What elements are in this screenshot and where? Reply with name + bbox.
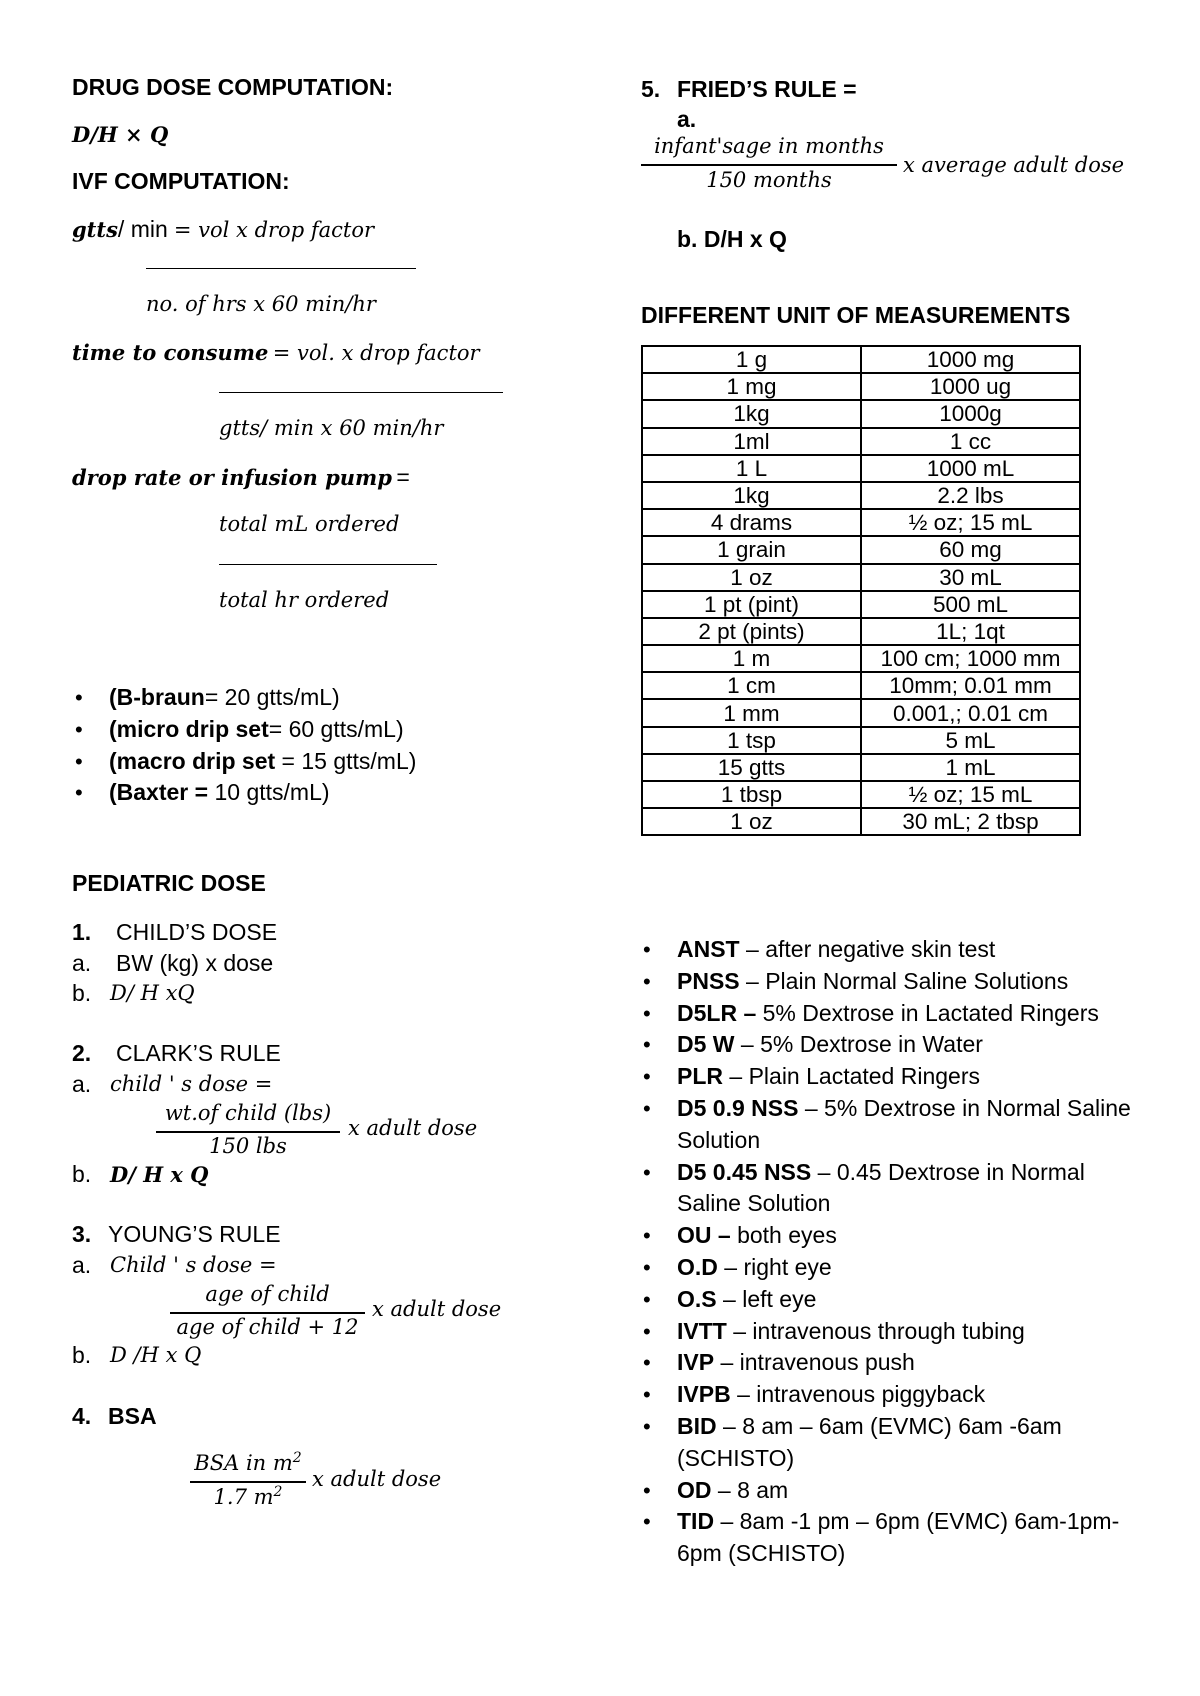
unit-cell: 2 pt (pints) — [642, 618, 861, 645]
table-row — [642, 455, 1080, 482]
clark-numerator: wt.of child (lbs) — [164, 1101, 332, 1125]
unit-cell: 1 pt (pint) — [642, 591, 861, 618]
fried-numerator: infant'sage in months — [654, 134, 884, 158]
abbreviation-term: IVPB — [677, 1381, 731, 1408]
bsa-fraction-line — [190, 1481, 306, 1483]
table-row — [642, 536, 1080, 563]
abbreviation-desc: intravenous push — [739, 1349, 915, 1376]
pediatric-heading: PEDIATRIC DOSE — [72, 870, 266, 896]
abbreviation-desc: left eye — [742, 1285, 817, 1312]
table-row — [642, 645, 1080, 672]
abbreviation-term: O.D — [677, 1253, 718, 1280]
equivalent-cell: 60 mg — [861, 536, 1080, 563]
list-item — [677, 1252, 1147, 1284]
abbreviation-separator: – — [717, 1253, 744, 1280]
time-denominator: gtts/ min x 60 min/hr — [219, 416, 444, 440]
equivalent-cell: 10mm; 0.01 mm — [861, 672, 1080, 699]
drop-numerator: total mL ordered — [219, 512, 400, 536]
units-heading: DIFFERENT UNIT OF MEASUREMENTS — [641, 302, 1071, 328]
drop-equals: = — [396, 464, 410, 490]
table-row — [642, 618, 1080, 645]
list-item: • (B-braun= 20 gtts/mL) — [109, 682, 416, 714]
equivalent-cell: 1000 mL — [861, 455, 1080, 482]
childs-num: 1. — [72, 919, 92, 945]
clark-fraction-line — [156, 1131, 340, 1133]
table-row — [642, 591, 1080, 618]
table-row — [642, 373, 1080, 400]
equivalent-cell: 1L; 1qt — [861, 618, 1080, 645]
list-item — [677, 1157, 1147, 1221]
abbreviation-desc: 5% Dextrose in Water — [760, 1031, 983, 1058]
abbreviation-term: OD — [677, 1476, 712, 1503]
unit-cell: 1 cm — [642, 672, 861, 699]
equivalent-cell: 30 mL; 2 tbsp — [861, 808, 1080, 835]
bsa-num: 4. — [72, 1403, 92, 1429]
abbreviation-desc: 8 am — [737, 1476, 789, 1503]
list-item — [677, 1475, 1147, 1507]
equivalent-cell: 500 mL — [861, 591, 1080, 618]
table-row — [642, 672, 1080, 699]
young-times: x adult dose — [372, 1297, 502, 1321]
clark-a-label: a. — [72, 1071, 92, 1097]
equivalent-cell: 1 mL — [861, 754, 1080, 781]
abbreviation-desc: 8am -1 pm – 6pm (EVMC) 6am-1pm-6pm (SCHISTO) — [677, 1508, 1120, 1567]
young-a: Child ' s dose = — [110, 1253, 277, 1277]
unit-cell: 1 grain — [642, 536, 861, 563]
unit-cell: 1 tbsp — [642, 781, 861, 808]
list-item — [677, 966, 1147, 998]
abbreviation-separator: – — [739, 967, 766, 994]
clark-denominator: 150 lbs — [209, 1134, 287, 1158]
abbreviation-separator: – — [811, 1158, 837, 1185]
list-item — [677, 998, 1147, 1030]
equivalent-cell: 1000g — [861, 400, 1080, 427]
list-item — [677, 1029, 1147, 1061]
clark-title: CLARK’S RULE — [116, 1040, 281, 1066]
unit-cell: 1 m — [642, 645, 861, 672]
fried-times: x average adult dose — [903, 153, 1125, 177]
list-item — [677, 1347, 1147, 1379]
abbreviation-term: D5 W — [677, 1031, 735, 1058]
childs-b-label: b. — [72, 980, 92, 1006]
bsa-title: BSA — [108, 1403, 157, 1429]
abbreviation-term: D5 0.45 NSS — [677, 1158, 812, 1185]
equivalent-cell: ½ oz; 15 mL — [861, 509, 1080, 536]
fried-denominator: 150 months — [706, 168, 832, 192]
equivalent-cell: 2.2 lbs — [861, 482, 1080, 509]
table-row — [642, 699, 1080, 726]
abbreviation-term: ANST — [677, 936, 740, 962]
abbreviation-separator: – — [798, 1094, 825, 1121]
table-row — [642, 808, 1080, 835]
abbreviation-desc: 5% Dextrose in Normal Saline Solution — [677, 1094, 1131, 1153]
list-item — [677, 1220, 1147, 1252]
time-lhs: time to consume — [72, 340, 269, 365]
unit-cell: 1 tsp — [642, 727, 861, 754]
table-row — [642, 564, 1080, 591]
abbreviation-term: PNSS — [677, 967, 740, 994]
unit-cell: 4 drams — [642, 509, 861, 536]
abbreviation-term: D5LR – — [677, 999, 763, 1026]
abbreviation-desc: Plain Normal Saline Solutions — [765, 967, 1069, 994]
list-item — [677, 1316, 1147, 1348]
table-row — [642, 482, 1080, 509]
unit-cell: 1 mg — [642, 373, 861, 400]
abbreviation-separator: – — [716, 1412, 743, 1439]
list-item: • (macro drip set = 15 gtts/mL) — [109, 746, 416, 778]
clark-b: D/ H x Q — [110, 1162, 209, 1187]
ivf-heading: IVF COMPUTATION: — [72, 168, 290, 194]
abbreviation-separator: – — [739, 936, 766, 962]
abbreviation-term: TID — [677, 1508, 715, 1535]
unit-cell: 15 gtts — [642, 754, 861, 781]
abbreviation-separator: – — [726, 1317, 753, 1344]
fried-fraction-line — [641, 164, 897, 166]
abbreviation-term: IVP — [677, 1349, 715, 1376]
clark-times: x adult dose — [348, 1116, 478, 1140]
gtts-lhs-bold: gtts — [72, 217, 118, 242]
abbreviation-desc: 5% Dextrose in Lactated Ringers — [762, 999, 1099, 1026]
abbreviation-separator: – — [714, 1349, 740, 1376]
gtts-denominator: no. of hrs x 60 min/hr — [146, 292, 376, 316]
young-denominator: age of child + 12 — [176, 1315, 359, 1339]
bsa-denominator: 1.7 $m^2$ — [213, 1484, 283, 1509]
abbreviation-separator: – — [734, 1031, 761, 1058]
list-item: • (Baxter = 10 gtts/mL) — [109, 777, 416, 809]
gtts-fraction-line — [146, 268, 416, 269]
abbreviation-desc: after negative skin test — [765, 936, 996, 962]
table-row — [642, 400, 1080, 427]
drop-lhs: drop rate or infusion pump — [72, 465, 392, 490]
abbreviation-separator: – — [723, 1063, 749, 1090]
abbreviation-separator: – — [714, 1508, 740, 1535]
young-fraction-line — [170, 1312, 365, 1314]
abbreviation-term: BID — [677, 1412, 717, 1439]
equivalent-cell: 100 cm; 1000 mm — [861, 645, 1080, 672]
time-numerator: = vol. x drop factor — [272, 341, 480, 365]
equivalent-cell: 1000 mg — [861, 346, 1080, 373]
list-item — [677, 1379, 1147, 1411]
equivalent-cell: ½ oz; 15 mL — [861, 781, 1080, 808]
young-b-label: b. — [72, 1342, 92, 1368]
equivalent-cell: 1 cc — [861, 428, 1080, 455]
abbreviation-desc: 0.45 Dextrose in Normal Saline Solution — [677, 1158, 1085, 1217]
fried-title: FRIED’S RULE = — [677, 76, 857, 102]
unit-cell: 1kg — [642, 400, 861, 427]
abbreviation-term: IVTT — [677, 1317, 727, 1344]
abbreviation-desc: both eyes — [737, 1222, 837, 1249]
childs-title: CHILD’S DOSE — [116, 919, 278, 945]
units-table — [641, 345, 1081, 836]
bsa-numerator: BSA in $m^2$ — [194, 1450, 302, 1475]
abbreviation-list — [677, 934, 1157, 1570]
abbreviation-desc: intravenous piggyback — [756, 1381, 986, 1408]
list-item — [677, 1061, 1147, 1093]
unit-cell: 1kg — [642, 482, 861, 509]
fried-a-label: a. — [677, 106, 697, 132]
drug-dose-formula: D/H × Q — [72, 122, 169, 147]
childs-a: BW (kg) x dose — [116, 950, 274, 976]
unit-cell: 1 L — [642, 455, 861, 482]
fried-b: b. D/H x Q — [677, 226, 787, 252]
list-item — [677, 1284, 1147, 1316]
clark-a: child ' s dose = — [110, 1072, 273, 1096]
abbreviation-desc: right eye — [743, 1253, 832, 1280]
equivalent-cell: 5 mL — [861, 727, 1080, 754]
list-item: • (micro drip set= 60 gtts/mL) — [109, 714, 416, 746]
childs-a-label: a. — [72, 950, 92, 976]
drop-rate-line — [72, 464, 410, 491]
table-row — [642, 428, 1080, 455]
drop-fraction-line — [219, 564, 437, 565]
young-numerator: age of child — [205, 1282, 330, 1306]
unit-cell: 1 mm — [642, 699, 861, 726]
abbreviation-term: OU – — [677, 1222, 738, 1249]
table-row — [642, 346, 1080, 373]
table-row — [642, 781, 1080, 808]
young-b: D /H x Q — [110, 1343, 202, 1367]
abbreviation-separator: – — [711, 1476, 738, 1503]
unit-cell: 1 g — [642, 346, 861, 373]
clark-num: 2. — [72, 1040, 92, 1066]
young-a-label: a. — [72, 1252, 92, 1278]
list-item — [677, 1093, 1147, 1157]
list-item — [677, 1506, 1147, 1570]
table-row — [642, 754, 1080, 781]
equivalent-cell: 30 mL — [861, 564, 1080, 591]
gtts-formula-numerator-line — [72, 216, 374, 243]
table-row — [642, 727, 1080, 754]
unit-cell: 1ml — [642, 428, 861, 455]
drug-dose-heading: DRUG DOSE COMPUTATION: — [72, 74, 394, 100]
abbreviation-desc: Plain Lactated Ringers — [748, 1063, 980, 1090]
list-item — [677, 1411, 1147, 1475]
gtts-lhs-rest: / min — [117, 216, 168, 242]
equivalent-cell: 1000 ug — [861, 373, 1080, 400]
young-num: 3. — [72, 1221, 92, 1247]
clark-b-label: b. — [72, 1161, 92, 1187]
gtts-numerator: = vol x drop factor — [173, 218, 374, 242]
table-row — [642, 509, 1080, 536]
equivalent-cell: 0.001,; 0.01 cm — [861, 699, 1080, 726]
abbreviation-term: D5 0.9 NSS — [677, 1094, 799, 1121]
unit-cell: 1 oz — [642, 808, 861, 835]
time-formula-numerator-line — [72, 340, 480, 365]
abbreviation-desc: 8 am – 6am (EVMC) 6am -6am (SCHISTO) — [677, 1412, 1062, 1471]
abbreviation-term: PLR — [677, 1063, 723, 1090]
childs-b: D/ H xQ — [110, 981, 195, 1005]
time-fraction-line — [219, 392, 503, 393]
abbreviation-desc: intravenous through tubing — [752, 1317, 1025, 1344]
drop-denominator: total hr ordered — [219, 588, 390, 612]
fried-num: 5. — [641, 76, 661, 102]
abbreviation-term: O.S — [677, 1285, 717, 1312]
list-item — [677, 934, 1147, 966]
young-title: YOUNG’S RULE — [108, 1221, 281, 1247]
drip-set-list — [109, 682, 416, 809]
abbreviation-separator: – — [716, 1285, 743, 1312]
unit-cell: 1 oz — [642, 564, 861, 591]
bsa-times: x adult dose — [312, 1467, 442, 1491]
abbreviation-separator: – — [730, 1381, 757, 1408]
